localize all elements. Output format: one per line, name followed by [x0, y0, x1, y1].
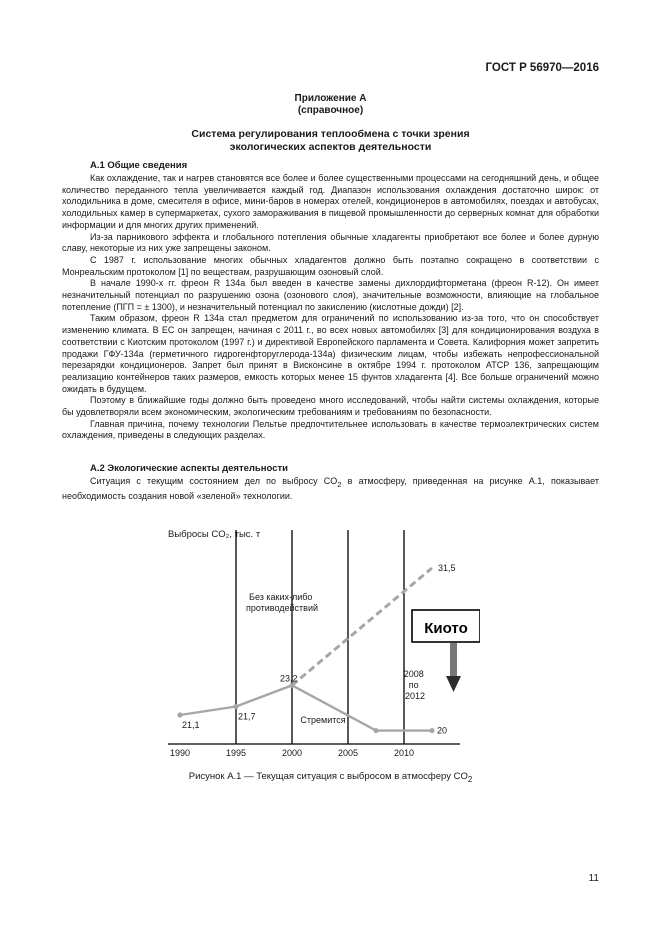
y-axis-label-text: Выбросы CO₂, тыс. т [168, 529, 261, 540]
paragraph: Из-за парникового эффекта и глобального потепления обычные хладагенты приобретают все более и более дурную славу, некоторые из них уже запрещены законом. [62, 231, 599, 254]
data-label: 31,5 [438, 563, 456, 573]
kyoto-arrow-shaft [450, 643, 457, 678]
section-a2-body [62, 476, 599, 502]
data-point [177, 712, 182, 717]
co2-emissions-chart [160, 520, 480, 765]
kyoto-sign [412, 610, 480, 692]
main-title [62, 128, 599, 154]
section-heading-a1: А.1 Общие сведения [90, 160, 188, 171]
x-tick-labels [170, 748, 414, 758]
paragraph-text: в атмосферу, приведенная на рисунке А.1, показывает необходимость создания новой «зеленой» технологии. [62, 476, 599, 501]
annotation-period-line1: 2008 [403, 669, 424, 679]
annotation-no-action [246, 592, 318, 613]
figure-caption-text: Рисунок А.1 — Текущая ситуация с выбросом в атмосферу CO [188, 771, 468, 782]
kyoto-label: Киото [424, 620, 468, 637]
annotation-period-line2: по [408, 680, 419, 690]
annotation-no-action-line1: Без каких-либо [249, 592, 313, 602]
section-a1-body [62, 173, 599, 442]
section-heading-a2: А.2 Экологические аспекты деятельности [90, 463, 288, 474]
appendix-title: Приложение А [294, 93, 367, 104]
paragraph: Таким образом, фреон R 134a стал предметом для ограничений по использованию из-за того, что он способствует изменению климата. В ЕС он запрещен, начиная с 2011 г., во всех новых автомобилях [3] для кондиционирования воздуха в соответствии с Киотским протоколом (1997 г.) и директивой Европейского парламента и Совета. Калифорния может запретить продажи ГФУ-134a (герметичного гидрогенфторуглерода-134a) физическим лицам, чтобы избежать непрофессиональной перезарядки кондиционеров. Запрет был принят в Висконсине в октябре 1994 г. протоколом ATCP 136, запрещающим реализацию контейнеров таких размеров, емкость которых менее 15 фунтов хладагента [4]. Все больше ограничений можно ожидать в будущем. [62, 313, 599, 394]
data-point [233, 704, 238, 709]
data-label: 23,2 [280, 673, 298, 684]
kyoto-arrow-down-icon [446, 676, 461, 692]
appendix-heading [62, 93, 599, 117]
paragraph [62, 476, 599, 502]
appendix-subtitle: (справочное) [297, 105, 364, 116]
paragraph: С 1987 г. использование многих обычных хладагентов должно быть поэтапно сокращено в соответствии с Монреальским протоколом [1] по веществам, разрушающим озоновый слой. [62, 254, 599, 277]
paragraph: Как охлаждение, так и нагрев становятся все более и более существенными процессами на сегодняшний день, и общее количество переданного тепла увеличивается каждый год. Диапазон использования охлаждения достаточно широк: от холодильника в доме, смесителя в офисе, мини-баров в номерах отелей, кондиционеров в автомобилях, поездах и автобусах, холодильных камер в супермаркетах, сухого замораживания в пищевой промышленности до серверных комнат для обработки информации и для многих других применений. [62, 173, 599, 230]
main-title-line1: Система регулирования теплообмена с точки зрения [191, 128, 470, 140]
annotation-no-action-line2: противодействий [245, 603, 319, 613]
annotation-period [404, 669, 427, 701]
document-standard-header: ГОСТ Р 56970—2016 [485, 62, 599, 74]
x-tick-label: 1995 [225, 748, 247, 758]
subscript: 2 [467, 774, 473, 784]
paragraph: В начале 1990-х гг. фреон R 134a был введен в качестве замены дихлордифторметана (фреон R-12). Он имеет незначительный потенциал по разрушению озона (озонового слоя), значительные возможности, влияющие на глобальное потепление (ПГП = ± 1300), и незначительный потенциал по закислению (кислотные дожди) [2]. [62, 278, 599, 312]
page-number: 11 [588, 873, 599, 884]
paragraph: Поэтому в ближайшие годы должно быть проведено много исследований, чтобы найти системы охлаждения, которые бы удовлетворяли всем экономическим, экологическим требованиям и требованиям по безопасности. [62, 395, 599, 418]
subscript: 2 [337, 479, 342, 489]
data-label: 21,1 [182, 720, 200, 730]
x-tick-label: 2010 [393, 748, 415, 758]
main-title-line2: экологических аспектов деятельности [229, 141, 432, 153]
data-label: 21,7 [238, 711, 256, 722]
y-axis-label [168, 529, 261, 540]
no-action-series-line [292, 568, 432, 685]
data-label: 20 [437, 725, 448, 736]
vertical-gridlines [236, 530, 404, 744]
data-point [373, 728, 378, 733]
x-tick-label: 2005 [337, 748, 359, 758]
figure-caption [62, 771, 599, 784]
x-tick-label: 1990 [169, 748, 191, 758]
data-point [429, 728, 434, 733]
annotation-trend: Стремится [300, 715, 346, 725]
paragraph-text: Ситуация с текущим состоянием дел по выбросу CO [90, 476, 338, 486]
annotation-period-line3: 2012 [404, 691, 426, 701]
paragraph: Главная причина, почему технологии Пельтье предпочтительнее использовать в качестве термоэлектрических систем охлаждения, приведены в следующих разделах. [62, 418, 599, 441]
x-tick-label: 2000 [281, 748, 303, 758]
